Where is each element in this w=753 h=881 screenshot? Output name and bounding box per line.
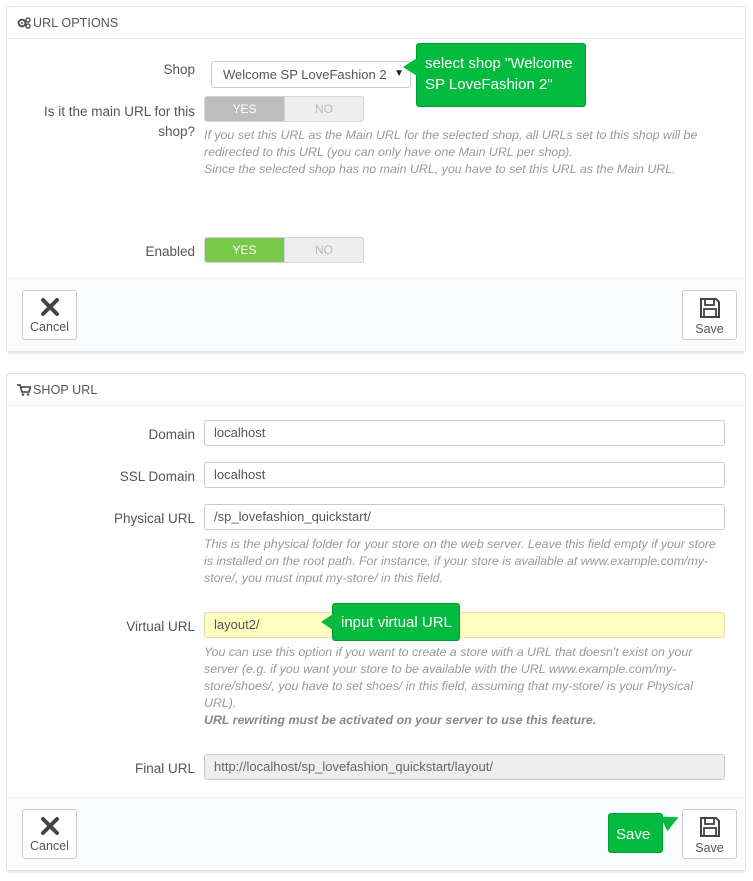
select-shop-callout-line2: SP LoveFashion 2" <box>425 76 553 93</box>
caret-down-icon: ▼ <box>394 68 404 79</box>
cancel-button[interactable] <box>22 809 77 859</box>
final-url-label: Final URL <box>134 761 195 776</box>
main-url-help-line1: If you set this URL as the Main URL for the selected shop, all URLs set to this shop will be redirected to this URL (you can only have one Main URL per shop). <box>204 128 698 159</box>
virtual-url-help-text: You can use this option if you want to create a store with a URL that doesn't exist on your server (e.g. if you want your store to be available with the URL www.example.com/my-store/shoes/, you have to set shoes/ in this field, assuming that my-store/ is your Physical URL). <box>204 645 693 710</box>
shop-select[interactable] <box>211 61 411 88</box>
physical-url-input[interactable]: /sp_lovefashion_quickstart/ <box>204 504 725 530</box>
close-icon <box>40 297 60 317</box>
select-shop-callout <box>416 43 586 107</box>
cancel-button[interactable] <box>22 290 77 340</box>
callout-arrow <box>321 614 333 630</box>
main-url-label: Is it the main URL for this shop? <box>43 104 195 139</box>
virtual-url-callout-text: input virtual URL <box>341 614 452 631</box>
enabled-label: Enabled <box>145 244 195 259</box>
main-url-no-option[interactable]: NO <box>284 97 363 121</box>
url-options-title: URL OPTIONS <box>33 16 119 30</box>
enabled-switch[interactable] <box>204 237 364 263</box>
ssl-domain-label: SSL Domain <box>119 469 195 484</box>
shop-select-value: Welcome SP LoveFashion 2 <box>223 67 387 82</box>
save-button[interactable] <box>682 290 737 340</box>
physical-url-label: Physical URL <box>113 511 195 526</box>
cancel-label: Cancel <box>30 320 69 334</box>
main-url-help-line2: Since the selected shop has no main URL, you have to set this URL as the Main URL. <box>204 162 676 176</box>
main-url-help <box>204 127 714 178</box>
domain-label: Domain <box>148 427 195 442</box>
save-label: Save <box>695 841 724 855</box>
virtual-url-help <box>204 644 724 729</box>
shop-url-title: SHOP URL <box>33 383 98 397</box>
final-url-input: http://localhost/sp_lovefashion_quickstart/layout/ <box>204 754 725 780</box>
floppy-disk-icon <box>699 297 721 319</box>
enabled-yes-option[interactable]: YES <box>205 238 284 262</box>
floppy-disk-icon <box>699 816 721 838</box>
main-url-yes-option[interactable]: YES <box>205 97 284 121</box>
domain-input[interactable]: localhost <box>204 420 725 446</box>
virtual-url-callout <box>332 603 460 641</box>
close-icon <box>40 816 60 836</box>
ssl-domain-input[interactable]: localhost <box>204 462 725 488</box>
url-options-footer <box>7 278 745 351</box>
save-button[interactable] <box>682 809 737 859</box>
cogs-icon <box>17 17 33 32</box>
save-callout-text: Save <box>616 826 651 843</box>
save-label: Save <box>695 322 724 336</box>
virtual-url-help-bold: URL rewriting must be activated on your server to use this feature. <box>204 713 597 727</box>
physical-url-help: This is the physical folder for your store on the web server. Leave this field empty if your store is installed on the root path. For instance, if your store is available at www.example.com/my-store/, you must input my-store/ in this field. <box>204 537 716 585</box>
select-shop-callout-line1: select shop "Welcome <box>425 55 573 72</box>
shopping-cart-icon <box>17 384 33 399</box>
main-url-switch[interactable] <box>204 96 364 122</box>
url-options-panel <box>6 6 746 352</box>
shop-url-heading <box>7 374 745 406</box>
virtual-url-input[interactable]: layout2/ <box>204 612 725 638</box>
url-options-heading <box>7 7 745 39</box>
enabled-no-option[interactable]: NO <box>284 238 363 262</box>
virtual-url-label: Virtual URL <box>126 619 195 634</box>
cancel-label: Cancel <box>30 839 69 853</box>
shop-label: Shop <box>163 62 195 77</box>
save-callout <box>608 813 663 853</box>
callout-arrow <box>403 58 417 76</box>
